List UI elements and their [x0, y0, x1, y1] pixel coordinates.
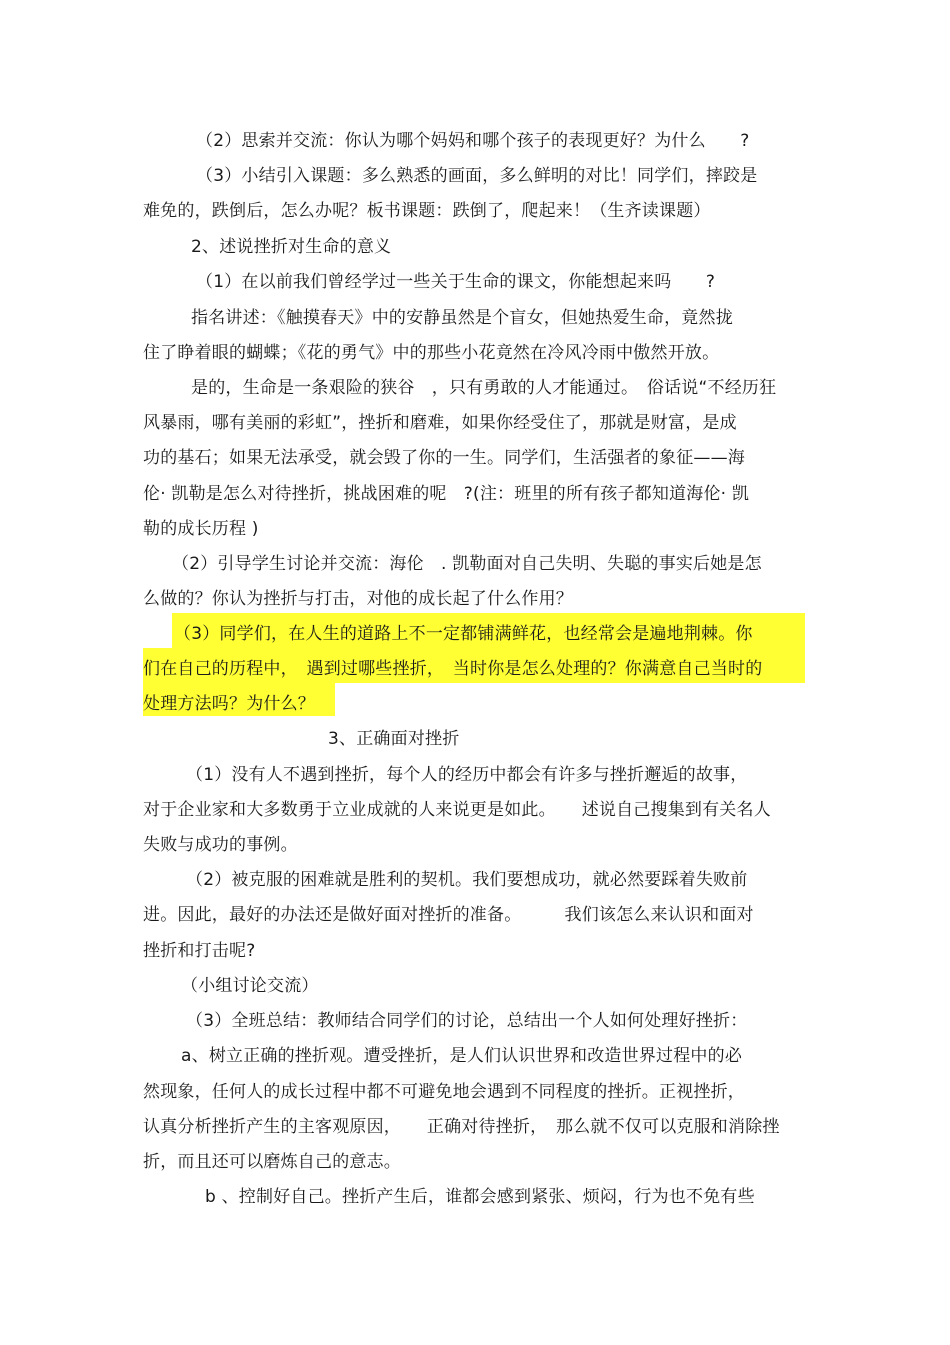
text-line: 对于企业家和大多数勇于立业成就的人来说更是如此。 述说自己搜集到有关名人: [143, 800, 771, 820]
text-line: a、树立正确的挫折观。遭受挫折，是人们认识世界和改造世界过程中的必: [181, 1046, 743, 1066]
text-line: （小组讨论交流）: [181, 976, 319, 996]
text-line: （1）没有人不遇到挫折，每个人的经历中都会有许多与挫折邂逅的故事，: [186, 765, 748, 785]
highlighted-line: 处理方法吗？为什么？: [143, 694, 315, 714]
highlighted-line: 们在自己的历程中， 遇到过哪些挫折， 当时你是怎么处理的？你满意自己当时的: [143, 659, 763, 679]
highlighted-line: （3）同学们，在人生的道路上不一定都铺满鲜花，也经常会是遍地荆棘。你: [174, 624, 753, 644]
text-line: 然现象，任何人的成长过程中都不可避免地会遇到不同程度的挫折。正视挫折，: [143, 1082, 745, 1102]
section-heading: 2、述说挫折对生命的意义: [191, 237, 392, 257]
text-line: 指名讲述：《触摸春天》中的安静虽然是个盲女，但她热爱生命，竟然拢: [191, 308, 733, 328]
text-line: 勒的成长历程 ): [143, 519, 259, 539]
text-line: 进。因此，最好的办法还是做好面对挫折的准备。 我们该怎么来认识和面对: [143, 905, 754, 925]
section-heading: 3、正确面对挫折: [328, 729, 460, 749]
text-line: （2）引导学生讨论并交流：海伦 . 凯勒面对自己失明、失聪的事实后她是怎: [172, 554, 762, 574]
text-line: 失败与成功的事例。: [143, 835, 298, 855]
text-line: b 、控制好自己。挫折产生后，谁都会感到紧张、烦闷，行为也不免有些: [205, 1187, 755, 1207]
text-line: 功的基石；如果无法承受，就会毁了你的一生。同学们，生活强者的象征——海: [143, 448, 745, 468]
text-line: 是的，生命是一条艰险的狭谷 ，只有勇敢的人才能通过。 俗话说“不经历狂: [191, 378, 777, 398]
text-line: 风暴雨，哪有美丽的彩虹”，挫折和磨难，如果你经受住了，那就是财富，是成: [143, 413, 737, 433]
text-line: （2）被克服的困难就是胜利的契机。我们要想成功，就必然要踩着失败前: [186, 870, 748, 890]
text-line: 挫折和打击呢?: [143, 941, 256, 961]
text-line: 认真分析挫折产生的主客观原因， 正确对待挫折， 那么就不仅可以克服和消除挫: [143, 1117, 780, 1137]
text-line: 折，而且还可以磨炼自己的意志。: [143, 1152, 401, 1172]
text-line: 伦· 凯勒是怎么对待挫折，挑战困难的呢 ?(注：班里的所有孩子都知道海伦· 凯: [143, 484, 750, 504]
text-line: （1）在以前我们曾经学过一些关于生命的课文，你能想起来吗 ?: [196, 272, 716, 292]
text-line: （3）全班总结：教师结合同学们的讨论，总结出一个人如何处理好挫折：: [186, 1011, 748, 1031]
text-line: 住了睁着眼的蝴蝶；《花的勇气》中的那些小花竟然在冷风冷雨中傲然开放。: [143, 343, 720, 363]
text-line: （2）思索并交流：你认为哪个妈妈和哪个孩子的表现更好？为什么 ?: [196, 131, 750, 151]
text-line: 难免的，跌倒后，怎么办呢？板书课题：跌倒了，爬起来！（生齐读课题）: [143, 201, 711, 221]
text-line: （3）小结引入课题：多么熟悉的画面，多么鲜明的对比！同学们，摔跤是: [196, 166, 758, 186]
text-line: 么做的？你认为挫折与打击，对他的成长起了什么作用？: [143, 589, 573, 609]
